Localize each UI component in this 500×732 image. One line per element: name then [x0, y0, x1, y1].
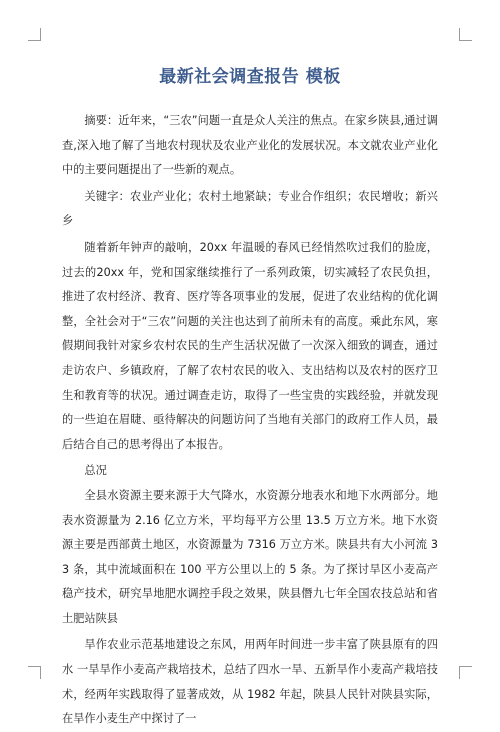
document-page	[62, 62, 438, 732]
crop-mark-top-left	[28, 28, 41, 41]
abstract-paragraph: 摘要：近年来，“三农”问题一直是众人关注的焦点。在家乡陕县,通过调查,深入地了解了当地农村现状及农业产业化的发展状况。本文就农业产业化中的主要问题提出了一些新的观点。	[62, 114, 438, 177]
document-title: 最新社会调查报告 模板	[159, 67, 341, 87]
crop-mark-top-right	[459, 28, 472, 41]
crop-mark-bottom-left	[28, 666, 41, 679]
crop-mark-bottom-right	[459, 666, 472, 679]
intro-paragraph: 随着新年钟声的敲响，20xx 年温暖的春风已经悄然吹过我们的脸庞，过去的20xx 年，党和国家继续推行了一系列政策，切实减轻了农民负担，推进了农村经济、教育、医疗等各项事业的发展，促进了农业结构的优化调整，全社会对于“三农”问题的关注也达到了前所未有的高度。乘此东风，寒假期间我针对家乡农村农民的生产生活状况做了一次深入细致的调查，通过走访农户、乡镇政府，了解了农村农民的收入、支出结构以及农村的医疗卫生和教育等的状况。通过调查走访，取得了一些宝贵的实践经验，并就发现的一些迫在眉睫、亟待解决的问题访问了当地有关部门的政府工作人员，最后结合自己的思考得出了本报告。	[62, 240, 438, 451]
dry-farming-paragraph: 旱作农业示范基地建设之东风，用两年时间进一步丰富了陕县原有的四水 一旱旱作小麦高产栽培技术，总结了四水一旱、五新旱作小麦高产栽培技术，经两年实践取得了显著成效，从 1982 年起，陕县人民针对陕县实际，在旱作小麦生产中探讨了一	[62, 638, 438, 726]
keywords-paragraph: 关键字：农业产业化；农村土地紧缺；专业合作组织；农民增收；新兴乡	[62, 189, 438, 228]
water-resources-paragraph: 全县水资源主要来源于大气降水，水资源分地表水和地下水两部分。地表水资源量为 2.16 亿立方米，平均每平方公里 13.5 万立方米。地下水资源主要是西部黄土地区，水资源量为 7316 万立方米。陕县共有大小河流 33 条，其中流域面积在 100 平方公里以上的 5 条。为了探讨旱区小麦高产稳产技术，研究旱地肥水调控手段之效果，陕县僭九七年全国农技总站和省土肥站陕县	[62, 488, 438, 625]
section-heading: 总况	[84, 464, 107, 478]
